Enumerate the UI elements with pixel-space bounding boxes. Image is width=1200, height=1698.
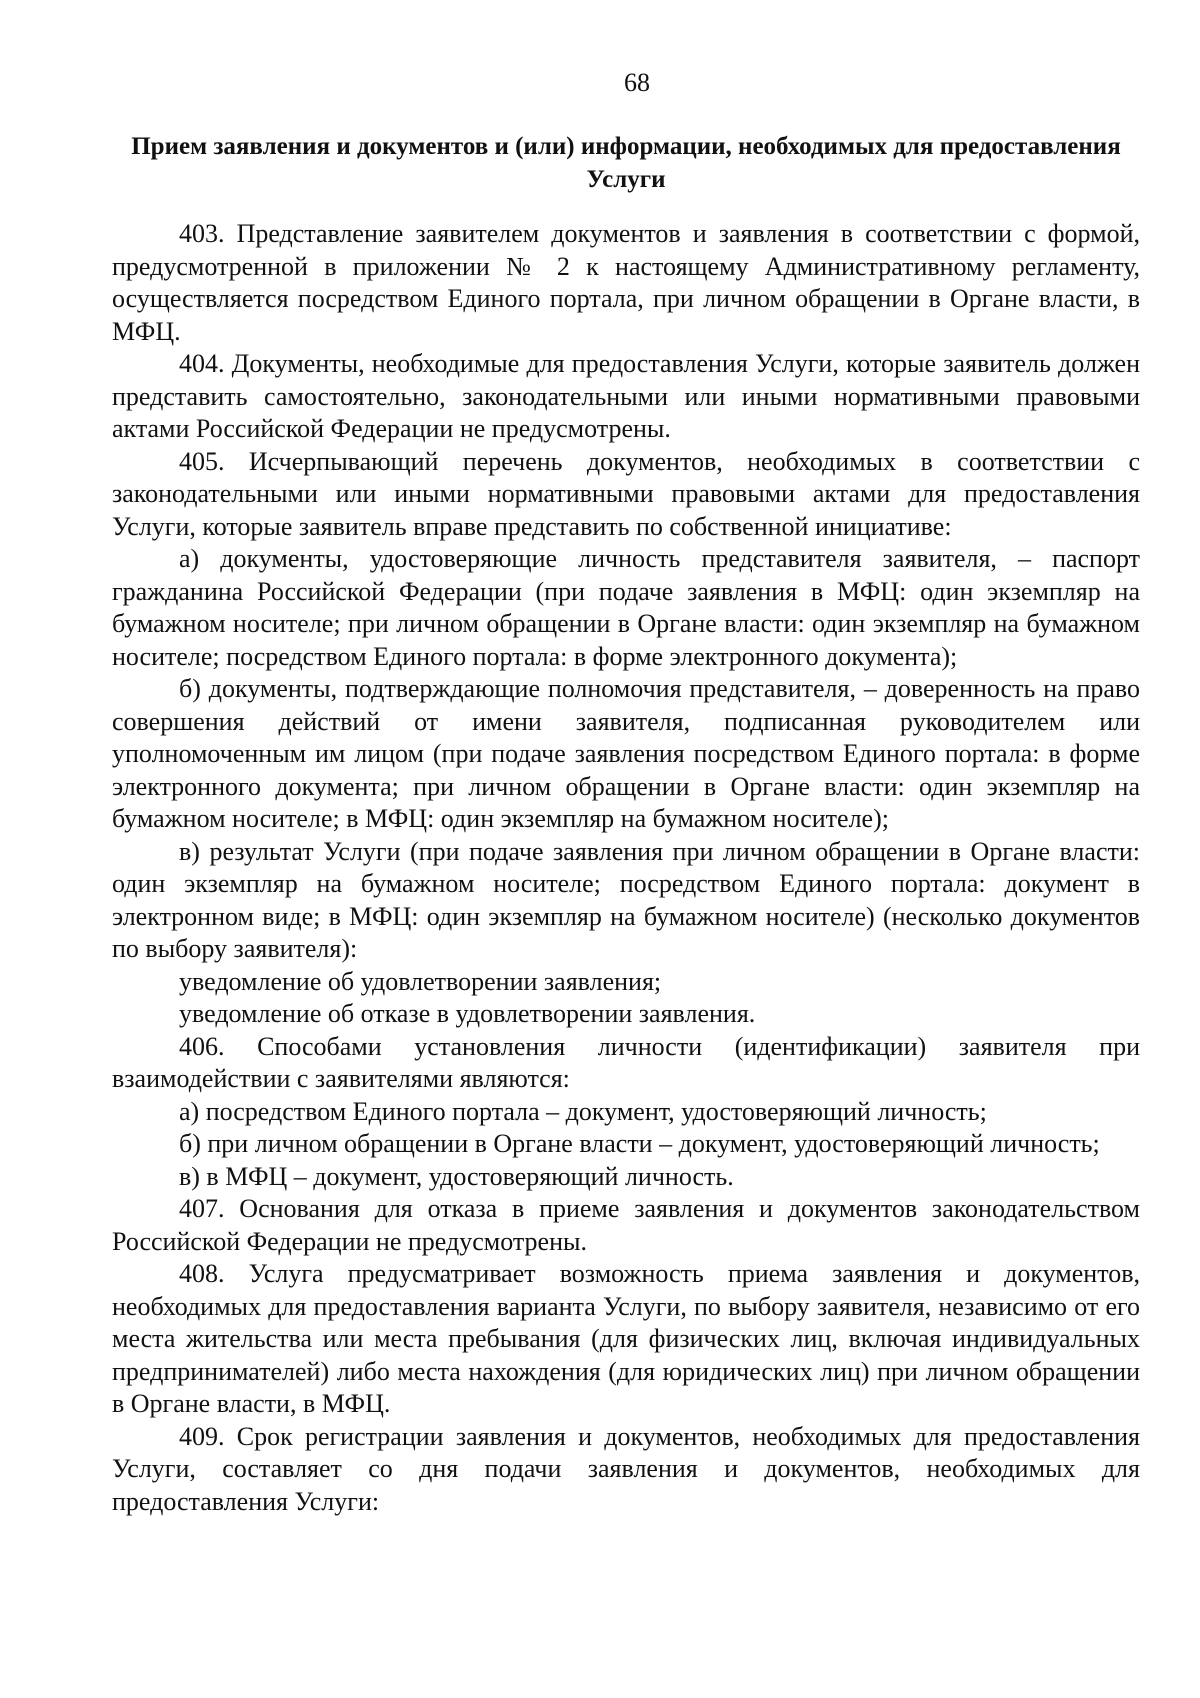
- paragraph-404: 404. Документы, необходимые для предоставления Услуги, которые заявитель должен представить самостоятельно, законодательными или иными нормативными правовыми актами Российской Федерации не предусмотрены.: [112, 349, 1140, 443]
- paragraph-406: 406. Способами установления личности (идентификации) заявителя при взаимодействии с заявителями являются:: [112, 1031, 1140, 1093]
- page-number: 68: [624, 68, 650, 97]
- list-item-406-a: а) посредством Единого портала – документ, удостоверяющий личность;: [179, 1096, 987, 1126]
- list-item-406-c: в) в МФЦ – документ, удостоверяющий личность.: [179, 1161, 734, 1191]
- list-item-405-c: в) результат Услуги (при подаче заявления при личном обращении в Органе власти: один экземпляр на бумажном носителе; посредством Единого портала: документ в электронном виде; в МФЦ: один экземпляр на бумажном носителе) (несколько документов по выбору заявителя):: [112, 836, 1140, 963]
- list-item-notice-refusal: уведомление об отказе в удовлетворении заявления.: [179, 999, 756, 1028]
- list-item-406-b: б) при личном обращении в Органе власти – документ, удостоверяющий личность;: [179, 1129, 1100, 1158]
- list-item-405-b: б) документы, подтверждающие полномочия представителя, – доверенность на право совершения действий от имени заявителя, подписанная руководителем или уполномоченным им лицом (при подаче заявления посредством Единого портала: в форме электронного документа; при личном обращении в Органе власти: один экземпляр на бумажном носителе; в МФЦ: один экземпляр на бумажном носителе);: [112, 674, 1140, 833]
- paragraph-407: 407. Основания для отказа в приеме заявления и документов законодательством Российской Федерации не предусмотрены.: [112, 1194, 1140, 1256]
- document-page: [112, 68, 1140, 1518]
- paragraph-409: 409. Срок регистрации заявления и документов, необходимых для предоставления Услуги, составляет со дня подачи заявления и документов, необходимых для предоставления Услуги:: [112, 1421, 1140, 1516]
- list-item-notice-approval: уведомление об удовлетворении заявления;: [179, 966, 662, 996]
- section-title: Прием заявления и документов и (или) информации, необходимых для предоставления Услуги: [131, 133, 1121, 193]
- paragraph-405: 405. Исчерпывающий перечень документов, необходимых в соответствии с законодательными или иными нормативными правовыми актами для предоставления Услуги, которые заявитель вправе представить по собственной инициативе:: [112, 446, 1140, 541]
- paragraph-403: 403. Представление заявителем документов и заявления в соответствии с формой, предусмотренной в приложении № 2 к настоящему Административному регламенту, осуществляется посредством Единого портала, при личном обращении в Органе власти, в МФЦ.: [112, 219, 1140, 346]
- paragraph-408: 408. Услуга предусматривает возможность приема заявления и документов, необходимых для предоставления варианта Услуги, по выбору заявителя, независимо от его места жительства или места пребывания (для физических лиц, включая индивидуальных предпринимателей) либо места нахождения (для юридических лиц) при личном обращении в Органе власти, в МФЦ.: [112, 1259, 1140, 1418]
- list-item-405-a: а) документы, удостоверяющие личность представителя заявителя, – паспорт гражданина Российской Федерации (при подаче заявления в МФЦ: один экземпляр на бумажном носителе; при личном обращении в Органе власти: один экземпляр на бумажном носителе; посредством Единого портала: в форме электронного документа);: [112, 544, 1140, 671]
